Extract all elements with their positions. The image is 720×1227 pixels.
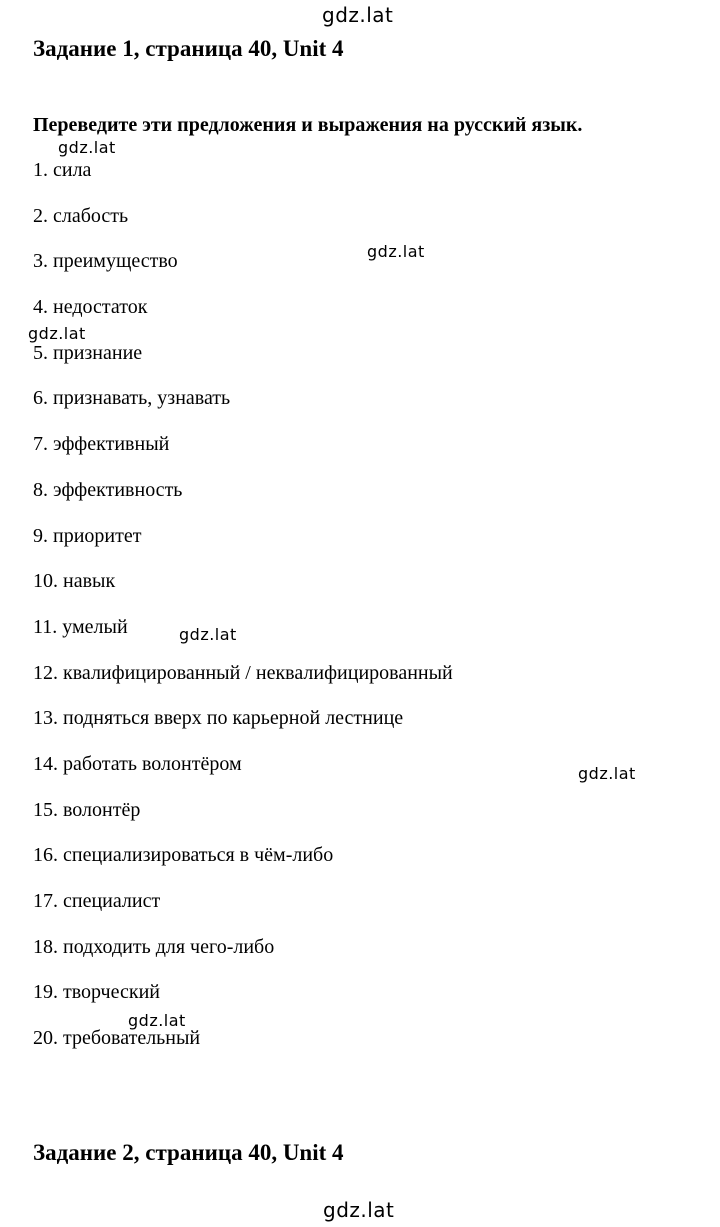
watermark-3: gdz.lat xyxy=(28,324,86,343)
task1-instruction: Переведите эти предложения и выражения на русский язык. xyxy=(33,114,583,136)
list-item: 18. подходить для чего-либо xyxy=(33,935,275,958)
list-item: 5. признание xyxy=(33,341,143,364)
list-item: 13. подняться вверх по карьерной лестнице xyxy=(33,707,404,730)
watermark-6: gdz.lat xyxy=(128,1011,186,1030)
list-item: 15. волонтёр xyxy=(33,798,141,821)
list-item: 16. специализироваться в чём-либо xyxy=(33,844,334,867)
list-item: 20. требовательный xyxy=(33,1027,201,1050)
list-item: 12. квалифицированный / неквалифицированный xyxy=(33,661,453,684)
list-item: 1. сила xyxy=(33,159,92,181)
list-item: 8. эффективность xyxy=(33,478,183,501)
watermark-5: gdz.lat xyxy=(578,764,636,783)
list-item: 14. работать волонтёром xyxy=(33,752,242,775)
watermark-top: gdz.lat xyxy=(322,3,394,27)
list-item: 10. навык xyxy=(33,570,116,593)
task1-heading: Задание 1, страница 40, Unit 4 xyxy=(33,36,344,61)
watermark-2: gdz.lat xyxy=(367,242,425,261)
vocabulary-list xyxy=(33,157,453,1071)
list-item: 3. преимущество xyxy=(33,250,178,273)
list-item: 17. специалист xyxy=(33,890,161,912)
watermark-1: gdz.lat xyxy=(58,138,116,157)
watermark-bottom: gdz.lat xyxy=(323,1198,395,1222)
list-item: 9. приоритет xyxy=(33,524,142,547)
list-item: 19. творческий xyxy=(33,981,160,1004)
list-item: 6. признавать, узнавать xyxy=(33,387,231,410)
watermark-4: gdz.lat xyxy=(179,625,237,644)
list-item: 2. слабость xyxy=(33,204,129,227)
list-item: 11. умелый xyxy=(33,615,128,638)
list-item: 4. недостаток xyxy=(33,296,148,319)
list-item: 7. эффективный xyxy=(33,433,170,456)
task2-heading: Задание 2, страница 40, Unit 4 xyxy=(33,1140,344,1165)
